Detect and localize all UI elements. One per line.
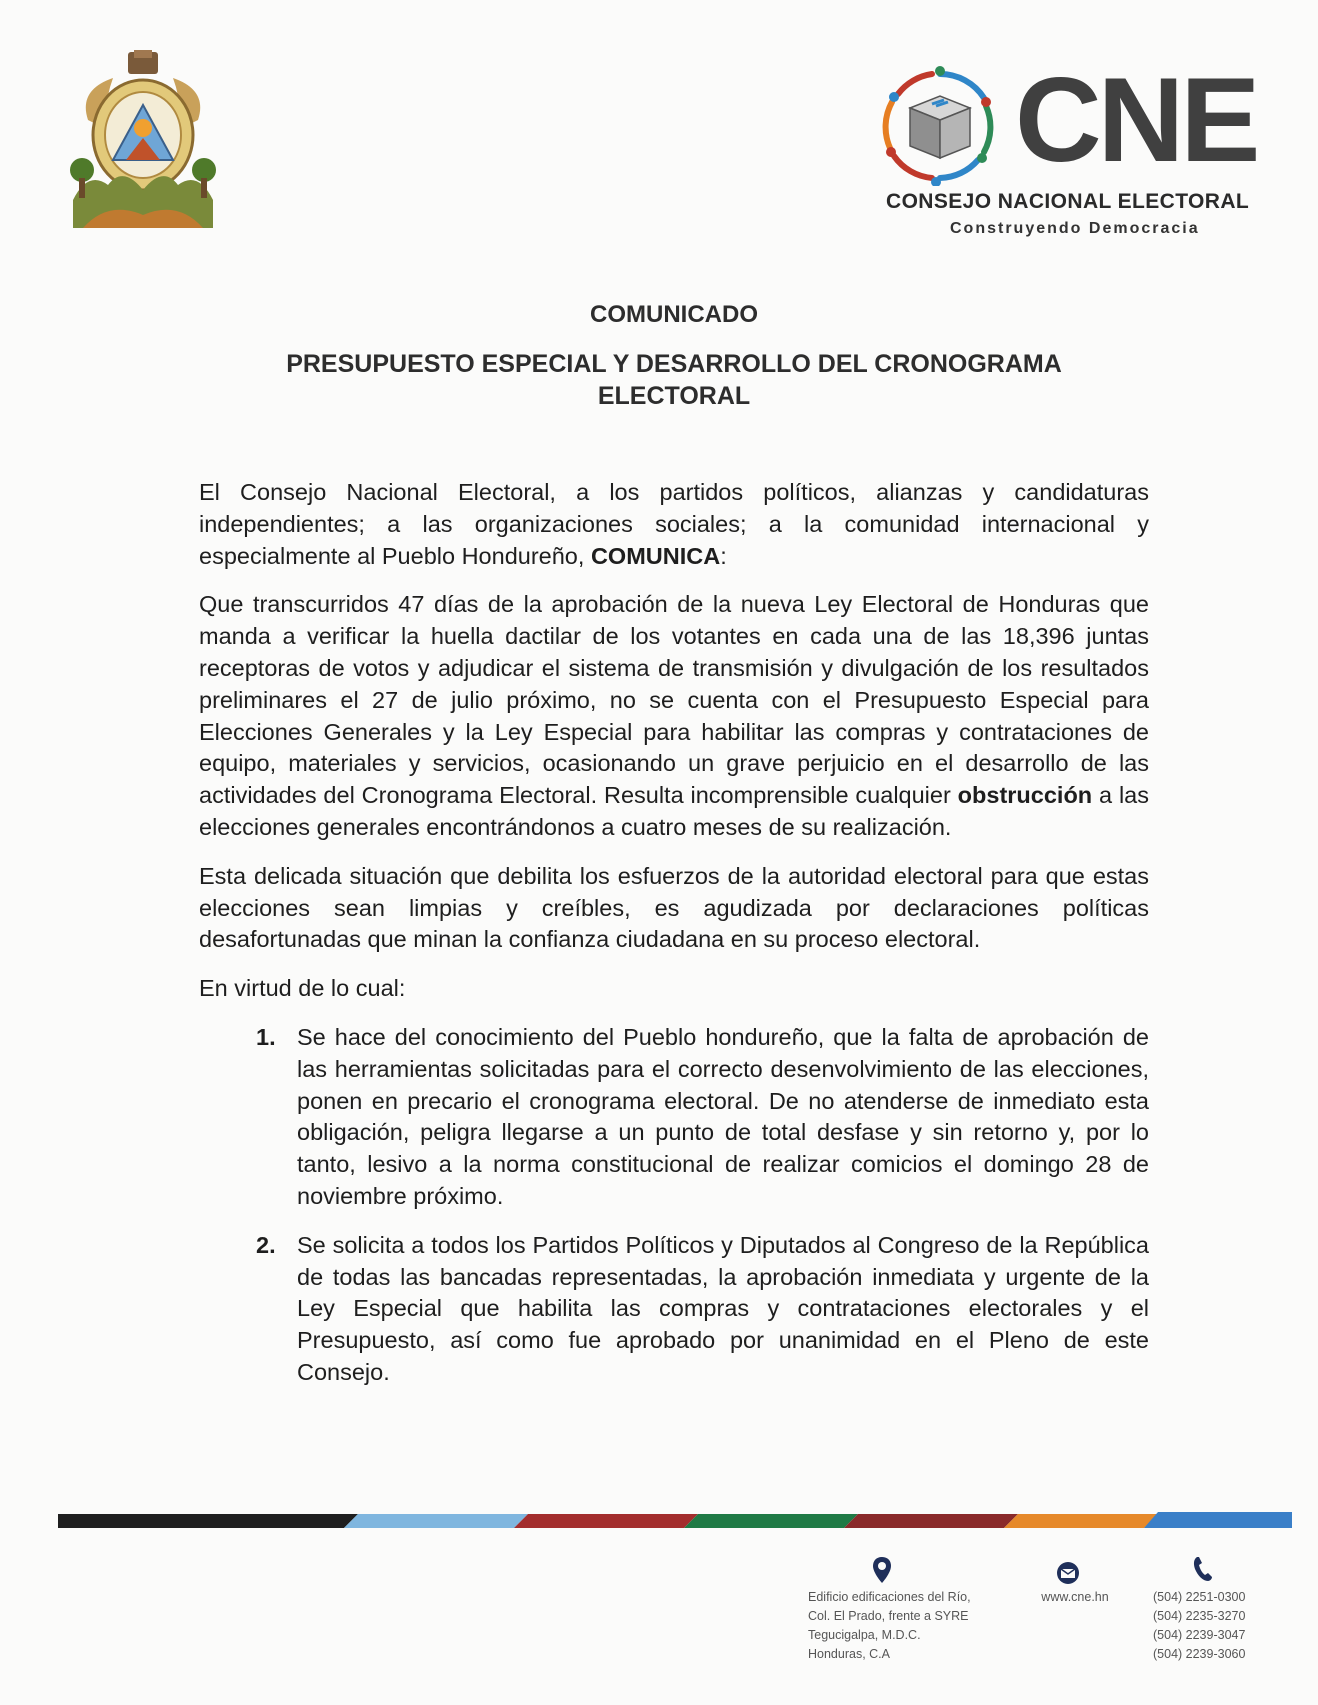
lead-in: En virtud de lo cual: (199, 975, 406, 1002)
cne-logo (880, 53, 1270, 245)
footer-address: Edificio edificaciones del Río, Col. El Prado, frente a SYRE Tegucigalpa, M.D.C. Honduras, C.A (808, 1590, 971, 1661)
phone-number-3[interactable]: (504) 2239-3047 (1153, 1628, 1246, 1642)
list-item-text: Se hace del conocimiento del Pueblo hondureño, que la falta de aprobación de las herramientas solicitadas para el correcto desenvolvimiento de las elecciones, ponen en precario el cronograma electoral. De no atenderse de inmediato esta obligación, peligra llegarse a un punto de total desfase y sin retorno y, por lo tanto, lesivo a la norma constitucional de realizar comicios el domingo 28 de noviembre próximo. (297, 1023, 1149, 1209)
list-item (199, 1022, 1149, 1213)
document-type-heading: COMUNICADO (590, 301, 758, 328)
honduras-coat-of-arms-icon (68, 50, 218, 230)
phone-number-1[interactable]: (504) 2251-0300 (1153, 1590, 1246, 1604)
list-item (199, 1230, 1149, 1389)
resolution-list (199, 1022, 1149, 1389)
phone-icon (1192, 1555, 1214, 1583)
document-body (199, 477, 1149, 1406)
intro-paragraph: El Consejo Nacional Electoral, a los partidos políticos, alianzas y candidaturas independientes; a las organizaciones sociales; a la comunidad internacional y especialmente al Pueblo Hondureño, COMUNICA: (199, 479, 1149, 569)
footer-website[interactable]: www.cne.hn (1041, 1590, 1109, 1604)
location-pin-icon (872, 1556, 892, 1584)
list-item-number: 2. (256, 1231, 276, 1258)
paragraph-2: Esta delicada situación que debilita los esfuerzos de la autoridad electoral para que estas elecciones sean limpias y creíbles, es agudizada por declaraciones políticas desafortunadas que minan la confianza ciudadana en su proceso electoral. (199, 862, 1149, 953)
list-item-text: Se solicita a todos los Partidos Políticos y Diputados al Congreso de la República de todas las bancadas representadas, la aprobación inmediata y urgente de la Ley Especial que habilita las compras y contrataciones electorales y el Presupuesto, así como fue aprobado por unanimidad en el Pleno de este Consejo. (297, 1231, 1149, 1385)
ballot-box-emblem-icon (880, 66, 1000, 186)
paragraph-1-emphasis: obstrucción (957, 782, 1093, 809)
organization-slogan: Construyendo Democracia (950, 220, 1200, 237)
footer-color-band (58, 1510, 1292, 1530)
footer-phones (1153, 1588, 1273, 1664)
organization-name: CONSEJO NACIONAL ELECTORAL (886, 190, 1250, 213)
paragraph-1: Que transcurridos 47 días de la aprobación de la nueva Ley Electoral de Honduras que manda a verificar la huella dactilar de los votantes en cada una de las 18,396 juntas receptoras de votos y adjudicar el sistema de transmisión y divulgación de los resultados preliminares el 27 de julio próximo, no se cuenta con el Presupuesto Especial para Elecciones Generales y la Ley Especial para habilitar las compras y contrataciones de equipo, materiales y servicios, ocasionando un grave perjuicio en el desarrollo de las actividades del Cronograma Electoral. Resulta incomprensible cualquier obstrucción a las elecciones generales encontrándonos a cuatro meses de su realización. (199, 591, 1149, 840)
mail-icon (1055, 1561, 1081, 1585)
document-title: PRESUPUESTO ESPECIAL Y DESARROLLO DEL CRONOGRAMA ELECTORAL (286, 350, 1062, 410)
phone-number-4[interactable]: (504) 2239-3060 (1153, 1647, 1246, 1661)
list-item-number: 1. (256, 1023, 276, 1050)
cne-wordmark: CNE (1015, 53, 1257, 187)
intro-emphasis: COMUNICA (590, 542, 721, 569)
phone-number-2[interactable]: (504) 2235-3270 (1153, 1609, 1246, 1623)
